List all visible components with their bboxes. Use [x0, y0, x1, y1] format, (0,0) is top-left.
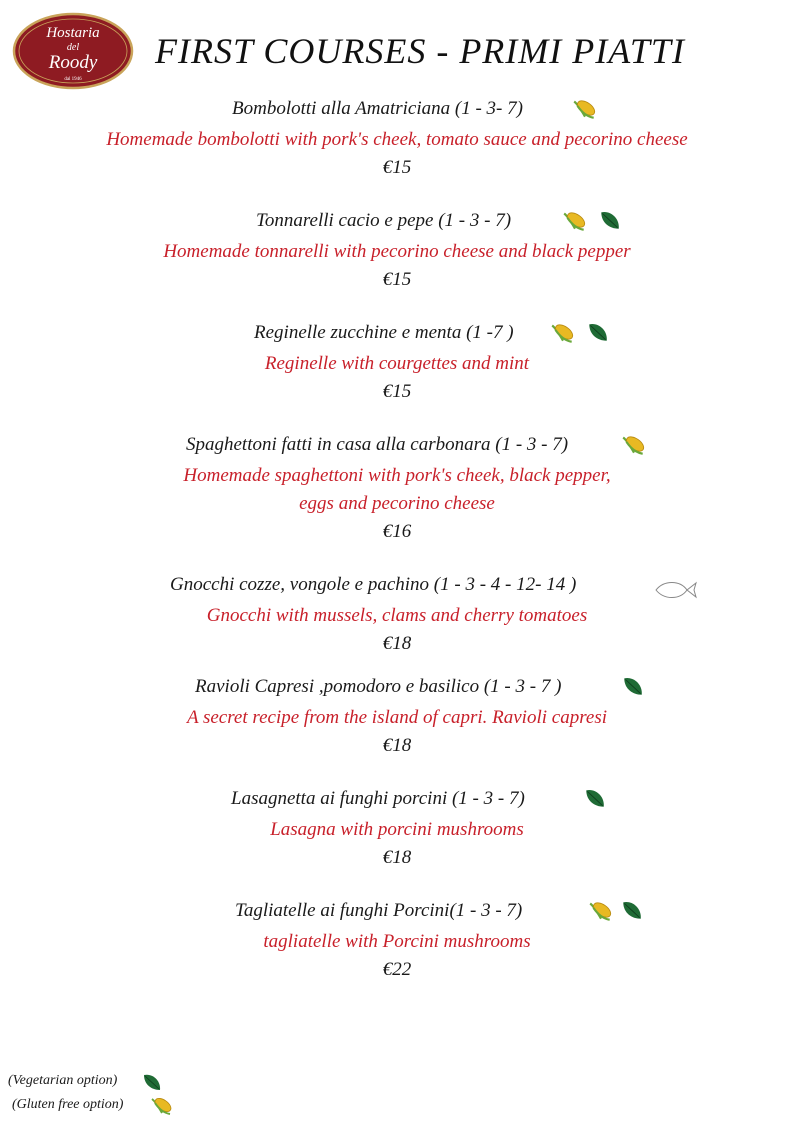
corn-icon [572, 96, 598, 125]
leaf-icon [141, 1071, 163, 1093]
leaf-icon [621, 674, 645, 703]
menu-item [0, 434, 794, 546]
dish-description: eggs and pecorino cheese [299, 493, 495, 514]
dish-name: Reginelle zucchine e menta (1 -7 ) [254, 322, 514, 343]
dish-name: Gnocchi cozze, vongole e pachino (1 - 3 - 4 - 12- 14 ) [170, 574, 577, 595]
leaf-icon [598, 208, 622, 237]
menu-item [0, 676, 794, 760]
dish-description: Reginelle with courgettes and mint [264, 353, 530, 374]
corn-icon [550, 320, 576, 349]
dish-price: €18 [382, 847, 412, 868]
dish-name-row [0, 676, 794, 704]
page-title: FIRST COURSES - PRIMI PIATTI [155, 31, 685, 71]
dish-description: Gnocchi with mussels, clams and cherry tomatoes [206, 605, 588, 626]
leaf-icon [586, 320, 610, 349]
restaurant-logo [12, 12, 134, 90]
legend-gluten-free: (Gluten free option) [12, 1097, 124, 1112]
dish-description: Homemade spaghettoni with pork's cheek, black pepper, [183, 465, 611, 486]
menu-item [0, 574, 794, 658]
fish-icon [654, 580, 698, 605]
dish-price: €15 [382, 157, 412, 178]
dish-name-row [0, 574, 794, 602]
dish-name-row [0, 210, 794, 238]
svg-text:Hostaria: Hostaria [46, 25, 100, 41]
dish-name-row [0, 788, 794, 816]
corn-icon [588, 898, 614, 927]
dish-description: Homemade tonnarelli with pecorino cheese and black pepper [163, 241, 631, 262]
menu-item [0, 210, 794, 294]
leaf-icon [620, 898, 644, 927]
dish-price: €18 [382, 633, 412, 654]
dish-name: Tagliatelle ai funghi Porcini(1 - 3 - 7) [235, 900, 523, 921]
svg-text:dal 1946: dal 1946 [64, 77, 82, 82]
dish-price: €22 [382, 959, 412, 980]
dish-name-row [0, 434, 794, 462]
dish-description: tagliatelle with Porcini mushrooms [263, 931, 531, 952]
dish-name: Bombolotti alla Amatriciana (1 - 3- 7) [232, 98, 523, 119]
menu-item [0, 322, 794, 406]
menu-item [0, 900, 794, 984]
dish-price: €18 [382, 735, 412, 756]
dish-description: Lasagna with porcini mushrooms [270, 819, 524, 840]
dish-name: Spaghettoni fatti in casa alla carbonara (1 - 3 - 7) [186, 434, 569, 455]
corn-icon [150, 1094, 174, 1116]
dish-name: Ravioli Capresi ,pomodoro e basilico (1 - 3 - 7 ) [195, 676, 562, 697]
dish-name-row [0, 322, 794, 350]
dish-price: €16 [382, 521, 412, 542]
menu-item [0, 98, 794, 182]
dish-price: €15 [382, 269, 412, 290]
svg-text:Roody: Roody [48, 52, 98, 73]
dish-name-row [0, 900, 794, 928]
legend-vegetarian: (Vegetarian option) [8, 1073, 118, 1088]
dish-description: A secret recipe from the island of capri. Ravioli capresi [186, 707, 608, 728]
dish-name: Tonnarelli cacio e pepe (1 - 3 - 7) [256, 210, 512, 231]
dish-description: Homemade bombolotti with pork's cheek, tomato sauce and pecorino cheese [106, 129, 688, 150]
menu-item [0, 788, 794, 872]
corn-icon [621, 432, 647, 461]
dish-name-row [0, 98, 794, 126]
dish-name: Lasagnetta ai funghi porcini (1 - 3 - 7) [231, 788, 525, 809]
svg-text:del: del [66, 42, 80, 53]
corn-icon [562, 208, 588, 237]
dish-price: €15 [382, 381, 412, 402]
leaf-icon [583, 786, 607, 815]
